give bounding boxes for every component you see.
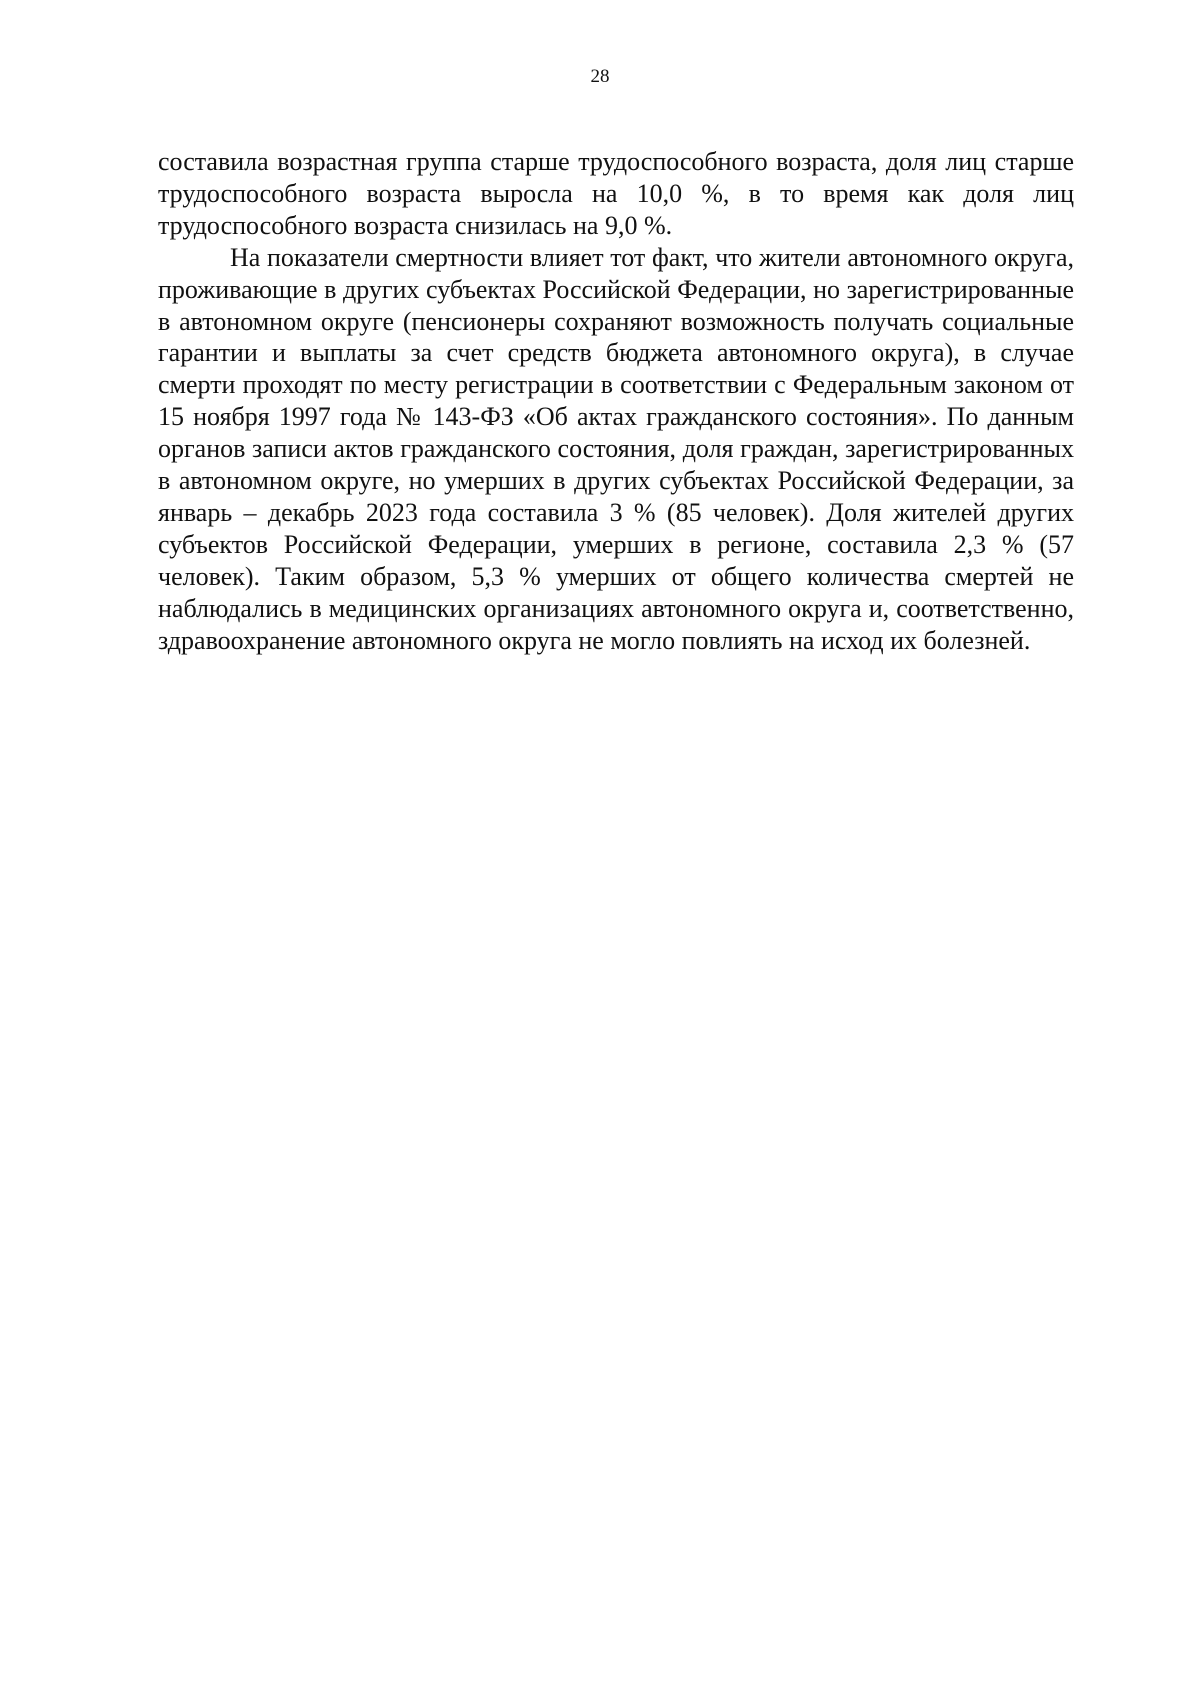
document-body xyxy=(158,146,1074,657)
paragraph-mortality: На показатели смертности влияет тот факт, что жители автономного округа, проживающие в других субъектах Российской Федерации, но зарегистрированные в автономном округе (пенсионеры сохраняют возможность получать социальные гарантии и выплаты за счет средств бюджета автономного округа), в случае смерти проходят по месту регистрации в соответствии с Федеральным законом от 15 ноября 1997 года № 143-ФЗ «Об актах гражданского состояния». По данным органов записи актов гражданского состояния, доля граждан, зарегистрированных в автономном округе, но умерших в других субъектах Российской Федерации, за январь – декабрь 2023 года составила 3 % (85 человек). Доля жителей других субъектов Российской Федерации, умерших в регионе, составила 2,3 % (57 человек). Таким образом, 5,3 % умерших от общего количества смертей не наблюдались в медицинских организациях автономного округа и, соответственно, здравоохранение автономного округа не могло повлиять на исход их болезней. xyxy=(158,242,1074,655)
paragraph-continuation: составила возрастная группа старше трудоспособного возраста, доля лиц старше трудоспособного возраста выросла на 10,0 %, в то время как доля лиц трудоспособного возраста снизилась на 9,0 %. xyxy=(158,147,1074,240)
page-number: 28 xyxy=(590,66,610,87)
